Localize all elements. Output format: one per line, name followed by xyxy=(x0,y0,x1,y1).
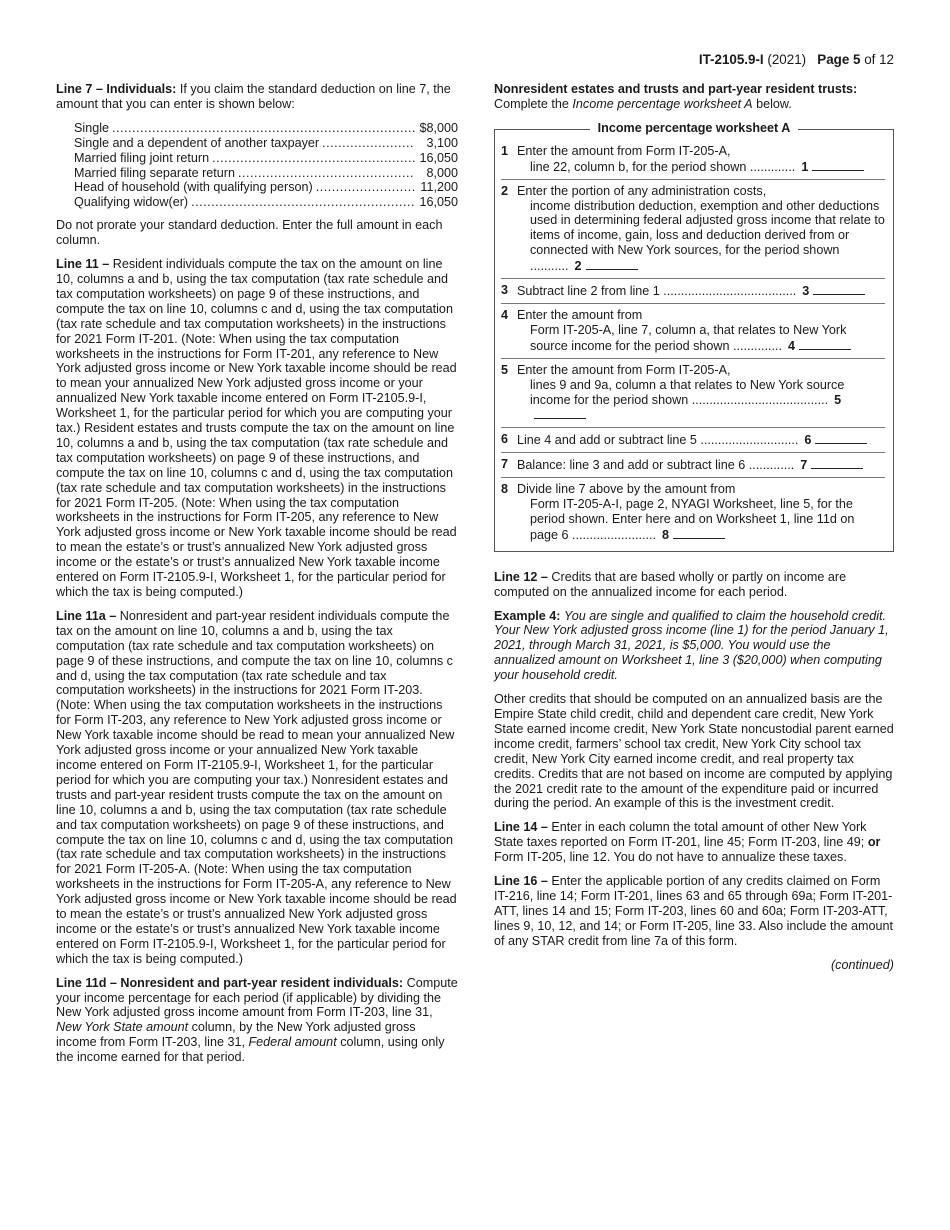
line11-paragraph xyxy=(56,257,458,600)
nonresident-paragraph xyxy=(494,82,894,112)
leader-dots xyxy=(316,180,415,195)
deduction-label: Married filing separate return xyxy=(74,165,235,180)
worksheet-answer-field[interactable] xyxy=(673,527,725,539)
worksheet-title: Income percentage worksheet A xyxy=(590,121,799,135)
worksheet-answer-field[interactable] xyxy=(815,432,867,444)
deduction-label: Married filing joint return xyxy=(74,150,210,165)
line7-paragraph xyxy=(56,82,458,112)
worksheet-answer-label: 2 xyxy=(574,259,582,274)
deduction-amount: 16,050 xyxy=(419,150,458,165)
worksheet-line xyxy=(501,478,885,547)
worksheet-line-first: Enter the amount from Form IT-205-A, xyxy=(517,143,731,158)
leader-dots xyxy=(191,195,415,210)
line14-text-b: Form IT-205, line 12. You do not have to annualize these taxes. xyxy=(494,850,847,865)
worksheet-line-first: Divide line 7 above by the amount from xyxy=(517,482,736,497)
worksheet-line-text xyxy=(517,144,885,175)
worksheet-answer-field[interactable] xyxy=(812,159,864,171)
page-of: of 12 xyxy=(864,52,894,67)
worksheet-answer-field[interactable] xyxy=(813,283,865,295)
page-label: Page 5 xyxy=(817,52,861,67)
line11d-heading: Line 11d – Nonresident and part-year resident individuals: xyxy=(56,975,404,990)
worksheet-line-text xyxy=(517,283,885,299)
worksheet-line-text xyxy=(517,432,885,448)
line16-paragraph xyxy=(494,874,894,949)
worksheet-line xyxy=(501,453,885,478)
deduction-row xyxy=(74,166,458,181)
worksheet-line xyxy=(501,140,885,180)
line16-heading: Line 16 – xyxy=(494,874,548,889)
line7-text: If you claim the standard deduction on line 7, the amount that you can enter is shown below: xyxy=(56,82,451,111)
deduction-row xyxy=(74,136,458,151)
worksheet-line-rest-text: Form IT-205-A-I, page 2, NYAGI Worksheet, line 5, for the period shown. Enter here and on Worksheet 1, line 11d on page 6 ........................ xyxy=(530,497,855,542)
line11d-text-b: column, by the New York adjusted gross income from Form IT-203, line 31, xyxy=(56,1020,416,1050)
nonresident-italic: Income percentage worksheet A xyxy=(572,96,753,111)
worksheet-line-rest-text: income distribution deduction, exemption and other deductions used in determining federal adjusted gross income that relate to items of income, gain, loss and deduction derived from or connected with New York sources, for the period shown ........... xyxy=(530,198,885,274)
worksheet-line-first: Enter the amount from Form IT-205-A, xyxy=(517,362,731,377)
deduction-label: Head of household (with qualifying person) xyxy=(74,180,313,195)
worksheet-answer-label: 1 xyxy=(801,159,809,174)
line12-text: Credits that are based wholly or partly on income are computed on the annualized income for each period. xyxy=(494,569,847,599)
worksheet-answer-label: 7 xyxy=(800,458,808,473)
worksheet-line-rest-text: line 22, column b, for the period shown ............. xyxy=(530,159,796,174)
leader-dots xyxy=(322,136,415,151)
page-header xyxy=(699,53,894,68)
nonresident-text-a: Complete the xyxy=(494,96,569,111)
worksheet-line xyxy=(501,428,885,453)
line11a-heading: Line 11a – xyxy=(56,608,117,623)
standard-deduction-table xyxy=(74,121,458,210)
worksheet-line-number: 3 xyxy=(501,283,509,298)
form-number: IT-2105.9-I xyxy=(698,52,764,67)
example4-text: You are single and qualified to claim the household credit. Your New York adjusted gross income (line 1) for the period January 1, 2021, through March 31, 2021, is $5,000. You would use the annualized amount on Worksheet 1, line 3 ($20,000) when computing your household credit. xyxy=(494,608,889,683)
worksheet-line-number: 6 xyxy=(501,432,509,447)
worksheet-line-rest-text: lines 9 and 9a, column a that relates to New York source income for the period shown ....................................... xyxy=(530,377,845,407)
deduction-amount: 16,050 xyxy=(419,195,458,210)
line11d-paragraph xyxy=(56,976,458,1065)
deduction-label: Qualifying widow(er) xyxy=(74,195,189,210)
deduction-amount: $8,000 xyxy=(419,120,458,135)
worksheet-answer-field[interactable] xyxy=(799,338,851,350)
leader-dots xyxy=(112,121,415,136)
worksheet-line-number: 2 xyxy=(501,183,509,198)
worksheet-line-rest xyxy=(517,323,885,354)
leader-dots xyxy=(238,166,415,181)
worksheet-line-text xyxy=(517,184,885,274)
worksheet-lines xyxy=(501,130,885,547)
right-column xyxy=(494,82,894,973)
line14-or: or xyxy=(867,835,881,850)
line7-heading: Line 7 – Individuals: xyxy=(56,82,177,96)
deduction-row xyxy=(74,121,458,136)
worksheet-title-wrap xyxy=(495,121,893,136)
worksheet-line-first: Enter the portion of any administration costs, xyxy=(517,183,767,198)
line11a-text: Nonresident and part-year resident individuals compute the tax on the amount on line 10, columns a and b, using the tax computation (tax rate schedule and tax computation worksheets) on page 9 of these instructions, and compute the tax on line 10, columns c and d, using the tax computation (tax rate schedule and tax computation worksheets) in the instructions for 2021 Form IT-203. (Note: When using the tax computation worksheets in the instructions for Form IT-203, any reference to New York adjusted gross income or New York taxable income should be read to mean your annualized New York adjusted gross income or your annualized New York taxable income entered on Form IT-2105.9-I, Worksheet 1, for the particular period for which you are computing your tax.) Nonresident estates and trusts and part-year resident trusts compute the tax on the amount on line 10, columns a and b, using the tax computation (tax rate schedule and tax computation worksheets) on page 9 of these instructions, and compute the tax on line 10, columns c and d, using the tax computation (tax rate schedule and tax computation worksheets) in the instructions for 2021 Form IT-205-A. (Note: When using the tax computation worksheets in the instructions for Form IT-205-A, any reference to New York adjusted gross income or New York taxable income should be read to mean the estate’s or trust’s annualized New York adjusted gross income or the estate’s or trust’s annualized New York taxable income entered on Form IT-2105.9-I, Worksheet 1, for the particular period for which the tax is being computed.) xyxy=(56,608,457,966)
worksheet-answer-label: 4 xyxy=(788,338,796,353)
worksheet-line-first: Subtract line 2 from line 1 ...................................... xyxy=(517,284,797,299)
deduction-row xyxy=(74,180,458,195)
worksheet-answer-label: 5 xyxy=(834,392,842,407)
example4-heading: Example 4: xyxy=(494,608,561,623)
worksheet-answer-field[interactable] xyxy=(811,457,863,469)
worksheet-line-number: 1 xyxy=(501,143,509,158)
nonresident-heading: Nonresident estates and trusts and part-year resident trusts: xyxy=(494,82,858,96)
line14-text-a: Enter in each column the total amount of other New York State taxes reported on Form IT-201, line 45; Form IT-203, line 49; xyxy=(494,820,867,850)
deduction-row xyxy=(74,195,458,210)
deduction-label: Single xyxy=(74,120,110,135)
no-prorate-text: Do not prorate your standard deduction. Enter the full amount in each column. xyxy=(56,218,443,248)
line11-heading: Line 11 – xyxy=(56,257,110,272)
worksheet-answer-label: 3 xyxy=(802,284,810,299)
deduction-label: Single and a dependent of another taxpayer xyxy=(74,135,320,150)
worksheet-line xyxy=(501,279,885,304)
worksheet-line xyxy=(501,180,885,279)
leader-dots xyxy=(212,151,415,166)
line11d-text-c: column, using only the income earned for that period. xyxy=(56,1035,445,1065)
worksheet-line-number: 8 xyxy=(501,482,509,497)
worksheet-answer-field[interactable] xyxy=(586,258,638,270)
worksheet-line-text xyxy=(517,457,885,473)
worksheet-line-number: 7 xyxy=(501,457,509,472)
deduction-amount: 3,100 xyxy=(426,135,458,150)
other-credits-paragraph: Other credits that should be computed on an annualized basis are the Empire State child credit, child and dependent care credit, New York State earned income credit, New York State noncustodial parent earned income credit, farmers’ school tax credit, New York City school tax credit, New York City earned income credit, and real property tax credits. Credits that are not based on income are computed by applying the 2021 credit rate to the amount of the expenditure paid or incurred during the period. An example of this is the investment credit. xyxy=(494,692,894,811)
line11a-paragraph xyxy=(56,609,458,967)
continued-note: (continued) xyxy=(830,957,894,972)
form-year: (2021) xyxy=(767,52,807,67)
deduction-amount: 11,200 xyxy=(420,180,458,195)
worksheet-line-rest xyxy=(517,159,885,175)
worksheet-line-number: 5 xyxy=(501,362,509,377)
worksheet-answer-label: 6 xyxy=(804,433,812,448)
line12-paragraph xyxy=(494,570,894,600)
line14-paragraph xyxy=(494,820,894,865)
line11-text: Resident individuals compute the tax on the amount on line 10, columns a and b, using the tax computation (tax rate schedule and tax computation worksheets) on page 9 of these instructions, and compute the tax on line 10, columns c and d, using the tax computation (tax rate schedule and tax computation worksheets) in the instructions for 2021 Form IT-201. (Note: When using the tax computation worksheets in the instructions for Form IT-201, any reference to New York adjusted gross income or New York taxable income should be read to mean your annualized New York adjusted gross income or your annualized New York taxable income entered on Form IT-2105.9-I, Worksheet 1, for the particular period for which you are computing your tax.) Resident estates and trusts compute the tax on the amount on line 10, columns a and b, using the tax computation (tax rate schedule and tax computation worksheets) on page 9 of these instructions, and compute the tax on line 10, columns c and d, using the tax computation (tax rate schedule and tax computation worksheets) in the instructions for 2021 Form IT-205. (Note: When using the tax computation worksheets in the instructions for Form IT-205, any reference to New York adjusted gross income or New York taxable income should be read to mean the estate’s or trust’s annualized New York adjusted gross income or the estate’s or trust’s annualized New York taxable income entered on Form IT-2105.9-I, Worksheet 1, for the particular period for which the tax is being computed.) xyxy=(56,257,457,599)
worksheet-line-text xyxy=(517,308,885,354)
worksheet-line-first: Line 4 and add or subtract line 5 ............................ xyxy=(517,433,799,448)
example4-paragraph xyxy=(494,609,894,684)
worksheet-line xyxy=(501,304,885,359)
income-percentage-worksheet xyxy=(494,120,894,552)
nonresident-text-b: below. xyxy=(756,96,792,111)
worksheet-line-rest-text: Form IT-205-A, line 7, column a, that relates to New York source income for the period shown .............. xyxy=(530,322,847,353)
line11d-italic-2: Federal amount xyxy=(248,1035,337,1050)
left-column xyxy=(56,82,458,1074)
line16-text: Enter the applicable portion of any credits claimed on Form IT-216, line 14; Form IT-201, lines 63 and 65 through 69a; Form IT-201-ATT, lines 14 and 15; Form IT-203, lines 60 and 60a; Form IT-203-ATT, lines 9, 10, 12, and 14; or Form IT-205, line 33. Also include the amount of any STAR credit from line 7a of this form. xyxy=(494,874,894,948)
worksheet-line xyxy=(501,359,885,429)
line12-heading: Line 12 – xyxy=(494,569,548,584)
worksheet-line-number: 4 xyxy=(501,307,509,322)
line11d-text-a: Compute your income percentage for each period (if applicable) by dividing the New York adjusted gross income amount from Form IT-203, line 31, xyxy=(56,975,458,1020)
deduction-row xyxy=(74,151,458,166)
deduction-amount: 8,000 xyxy=(426,165,458,180)
worksheet-answer-label: 8 xyxy=(662,527,670,542)
worksheet-line-text xyxy=(517,482,885,543)
line14-heading: Line 14 – xyxy=(494,820,548,835)
line11d-italic-1: New York State amount xyxy=(56,1020,189,1035)
worksheet-line-rest xyxy=(517,378,885,424)
worksheet-line-first: Enter the amount from xyxy=(517,307,643,322)
worksheet-answer-field[interactable] xyxy=(534,407,586,419)
worksheet-line-first: Balance: line 3 and add or subtract line 6 ............. xyxy=(517,458,795,473)
worksheet-line-rest xyxy=(517,199,885,275)
worksheet-line-text xyxy=(517,363,885,424)
worksheet-line-rest xyxy=(517,497,885,543)
